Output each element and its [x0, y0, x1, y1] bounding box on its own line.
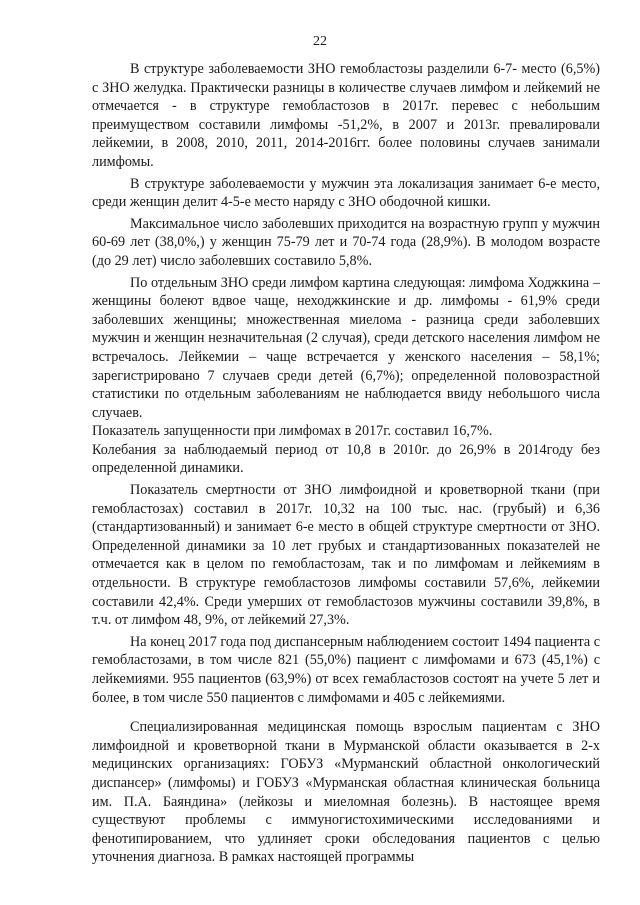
paragraph-lymphoma-breakdown: По отдельным ЗНО среди лимфом картина следующая: лимфома Ходжкина – женщины болеют вдвое чаще, неходжкинские и др. лимфомы - 61,9% среди заболевших женщины; множественная миелома - разница среди заболевших мужчин и женщин незначительная (2 случая), среди детского населения лимфом не встречалось. Лейкемии – чаще встречается у женского населения – 58,1%; зарегистрировано 7 случаев среди детей (6,7%); определенной половозрастной статистики по отдельным заболеваниям не наблюдается ввиду небольшого числа случаев.	[92, 274, 600, 421]
paragraph-age-groups: Максимальное число заболевших приходится на возрастную групп у мужчин 60-69 лет (38,0%,) у женщин 75-79 лет и 70-74 года (28,9%). В молодом возрасте (до 29 лет) число заболевших составило 5,8%.	[92, 215, 600, 269]
paragraph-neglect-rate: Показатель запущенности при лимфомах в 2017г. составил 16,7%.	[92, 423, 493, 440]
paragraph-fluctuation: Колебания за наблюдаемый период от 10,8 в 2010г. до 26,9% в 2014году без определенной динамики.	[92, 441, 600, 477]
paragraph-hemoblastoses-structure: В структуре заболеваемости ЗНО гемобластозы разделили 6-7- место (6,5%) с ЗНО желудка. Практически разницы в количестве случаев лимфом и лейкемий не отмечается - в структуре гемобластозов в 2017г. перевес с небольшим преимуществом составили лимфомы -51,2%, в 2007 и 2013г. превалировали лейкемии, в 2008, 2010, 2011, 2014-2016гг. более половины случаев занимали лимфомы.	[92, 61, 600, 170]
page-number: 22	[313, 34, 327, 49]
body-text	[92, 60, 600, 867]
paragraph-mortality: Показатель смертности от ЗНО лимфоидной и кроветворной ткани (при гемобластозах) составил в 2017г. 10,32 на 100 тыс. нас. (грубый) и 6,36 (стандартизованный) и занимает 6-е место в общей структуре смертности от ЗНО. Определенной динамики за 10 лет грубых и стандартизованных показателей не отмечается как в целом по гемобластозам, так и по лимфомам и лейкемиям в отдельности. В структуре гемобластозов лимфомы составили 57,6%, лейкемии составили 42,4%. Среди умерших от гемобластозов мужчины составили 39,8%, в т.ч. от лимфом 48, 9%, от лейкемий 27,3%.	[92, 482, 600, 629]
paragraph-specialized-care: Специализированная медицинская помощь взрослым пациентам с ЗНО лимфоидной и кроветворной ткани в Мурманской области оказывается в 2-х медицинских организациях: ГОБУЗ «Мурманский областной онкологический диспансер» (лимфомы) и ГОБУЗ «Мурманская областная клиническая больница им. П.А. Баяндина» (лейкозы и миеломная болезнь). В настоящее время существуют проблемы с иммуногистохимическими исследованиями и фенотипированием, что удлиняет сроки обследования пациентов с целью уточнения диагноза. В рамках настоящей программы	[92, 719, 600, 866]
paragraph-dispensary: На конец 2017 года под диспансерным наблюдением состоит 1494 пациента с гемобластозами, в том числе 821 (55,0%) пациент с лимфомами и 673 (45,1%) с лейкемиями. 955 пациентов (63,9%) от всех гемабластозов состоят на учете 5 лет и более, в том числе 550 пациентов с лимфомами и 405 с лейкемиями.	[92, 633, 600, 706]
paragraph-male-female-rank: В структуре заболеваемости у мужчин эта локализация занимает 6-е место, среди женщин делит 4-5-е место наряду с ЗНО ободочной кишки.	[92, 175, 600, 211]
